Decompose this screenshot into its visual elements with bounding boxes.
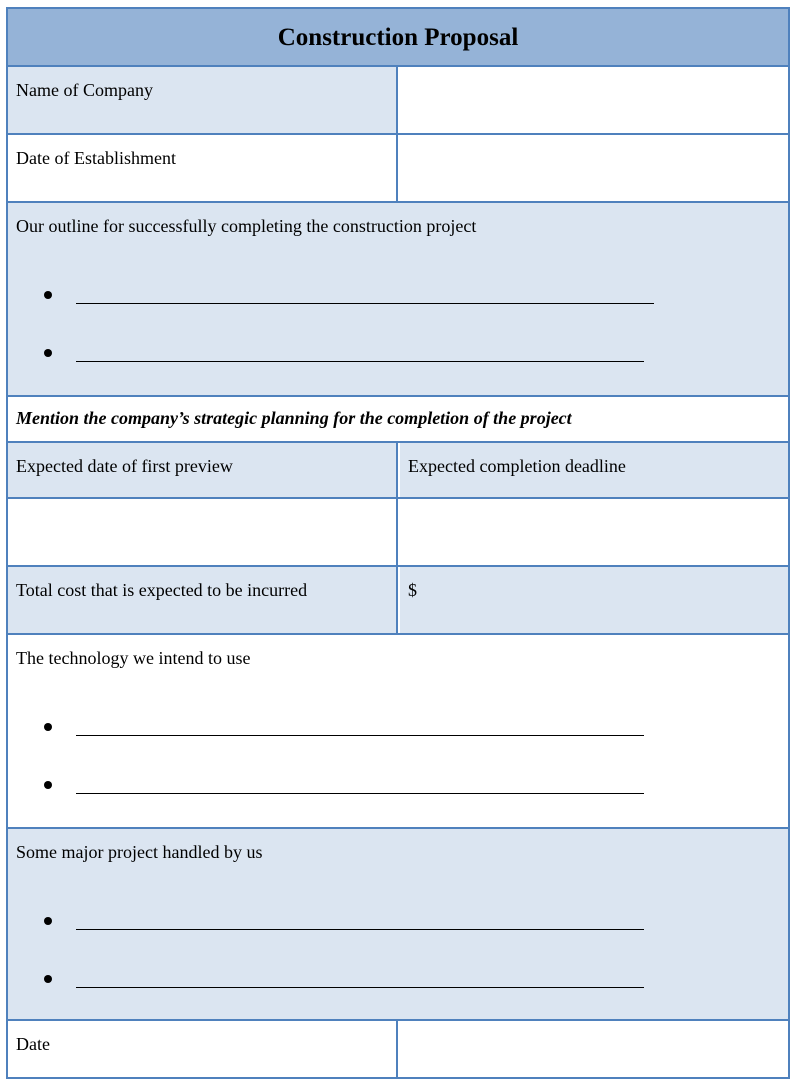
- dates-value-row: [8, 499, 788, 567]
- strategic-row: [8, 397, 788, 443]
- outline-row: [8, 203, 788, 397]
- major-projects-line-2[interactable]: [76, 987, 644, 988]
- technology-cell: [8, 635, 788, 827]
- bullet-icon: [44, 723, 52, 731]
- date-label-cell: [8, 1021, 398, 1077]
- first-preview-field[interactable]: [8, 499, 398, 565]
- bullet-icon: [44, 917, 52, 925]
- strategic-cell: [8, 397, 788, 441]
- outline-line-2[interactable]: [76, 361, 644, 362]
- currency-symbol: $: [408, 580, 417, 600]
- establishment-field[interactable]: [400, 135, 788, 201]
- total-cost-row: [8, 567, 788, 635]
- company-name-row: [8, 67, 788, 135]
- bullet-icon: [44, 291, 52, 299]
- technology-row: [8, 635, 788, 829]
- establishment-label: Date of Establishment: [16, 148, 176, 168]
- establishment-label-cell: [8, 135, 398, 201]
- form-title: Construction Proposal: [277, 24, 519, 51]
- total-cost-label: Total cost that is expected to be incurred: [16, 580, 308, 600]
- date-row: [8, 1021, 788, 1077]
- date-label: Date: [16, 1034, 50, 1054]
- strategic-heading: Mention the company’s strategic planning for the completion of the project: [16, 408, 572, 428]
- major-projects-label: Some major project handled by us: [16, 842, 263, 862]
- major-projects-row: [8, 829, 788, 1021]
- construction-proposal-form: [6, 7, 790, 1079]
- bullet-icon: [44, 349, 52, 357]
- technology-line-2[interactable]: [76, 793, 644, 794]
- total-cost-label-cell: [8, 567, 398, 633]
- dates-label-row: [8, 443, 788, 499]
- company-name-label-cell: [8, 67, 398, 133]
- total-cost-field[interactable]: [400, 567, 788, 633]
- completion-field[interactable]: [400, 499, 788, 565]
- date-field[interactable]: [400, 1021, 788, 1077]
- company-name-field[interactable]: [400, 67, 788, 133]
- first-preview-label-cell: [8, 443, 398, 497]
- completion-label: Expected completion deadline: [408, 456, 626, 476]
- company-name-label: Name of Company: [16, 80, 153, 100]
- technology-label: The technology we intend to use: [16, 648, 251, 668]
- completion-label-cell: [400, 443, 788, 497]
- outline-line-1[interactable]: [76, 303, 654, 304]
- technology-line-1[interactable]: [76, 735, 644, 736]
- outline-cell: [8, 203, 788, 395]
- outline-label: Our outline for successfully completing the construction project: [16, 216, 477, 236]
- first-preview-label: Expected date of first preview: [16, 456, 233, 476]
- major-projects-cell: [8, 829, 788, 1019]
- major-projects-line-1[interactable]: [76, 929, 644, 930]
- form-header: [8, 9, 788, 67]
- bullet-icon: [44, 781, 52, 789]
- bullet-icon: [44, 975, 52, 983]
- establishment-row: [8, 135, 788, 203]
